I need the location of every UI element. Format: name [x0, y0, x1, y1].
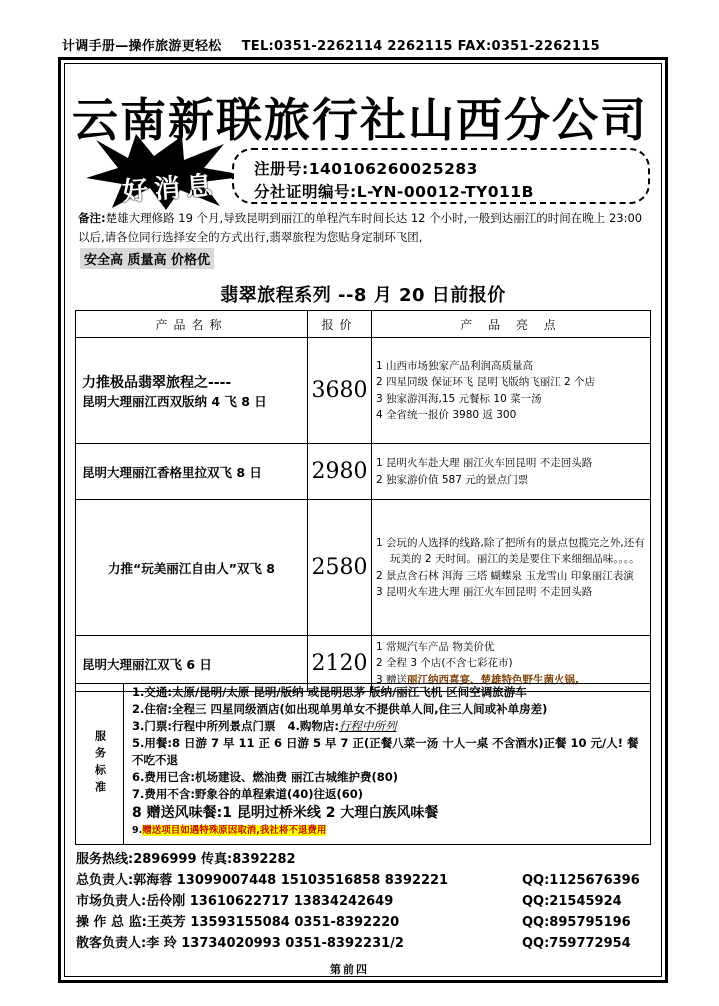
registration-number: 注册号:140106260025283: [254, 160, 478, 178]
table-header-row: [76, 311, 651, 338]
slogan-badge: 安全高 质量高 价格优: [80, 248, 214, 269]
product-name: 力推“玩美丽江自由人”双飞 8: [76, 500, 308, 636]
price-table: [75, 310, 651, 692]
contact-row: 操 作 总 监:王英芳 13593155084 0351-8392220 QQ:895795196: [76, 915, 631, 930]
feature-line: 3 独家游洱海,15 元餐标 10 菜一汤: [376, 392, 542, 405]
product-name-line1: 力推极品翡翠旅程之----: [82, 374, 232, 391]
page-footer: 第前四: [330, 963, 369, 976]
service-item-tickets-shopping: 3.门票:行程中所列景点门票 4.购物店:行程中所列: [132, 719, 397, 733]
note-label: 备注:: [78, 211, 106, 225]
service-standard-box: [75, 683, 651, 845]
product-name: 昆明大理丽江双飞 6 日: [76, 636, 308, 692]
service-item-meals: 5.用餐:8 日游 7 早 11 正 6 日游 5 早 7 正(正餐八菜一汤 十人一桌 不含酒水)正餐 10 元/人! 餐不吃不退: [132, 736, 639, 767]
company-name: 云南新联旅行社山西分公司: [72, 93, 648, 147]
header-price: 报价: [308, 311, 372, 338]
contact-row: 散客负责人:李 玲 13734020993 0351-8392231/2 QQ:759772954: [76, 936, 631, 951]
service-item-included: 6.费用已含:机场建设、燃油费 丽江古城维护费(80): [132, 770, 398, 784]
product-price: 2980: [308, 444, 372, 500]
feature-line: 4 全省统一报价 3980 返 300: [376, 409, 517, 421]
header-slogan: 计调手册—操作旅游更轻松: [62, 39, 222, 54]
product-features: [372, 338, 651, 444]
header-product-name: 产品名称: [76, 311, 308, 338]
top-header: [62, 35, 656, 54]
product-price: 3680: [308, 338, 372, 444]
product-features: [372, 444, 651, 500]
service-standard-label: 服务标准: [76, 684, 124, 844]
branch-certificate-number: 分社证明编号:L-YN-00012-TY011B: [254, 183, 534, 201]
good-news-text: 好消息: [121, 170, 220, 208]
feature-line: 1 会玩的人选择的线路,除了把所有的景点包揽完之外,还有玩美的 2 天时间。丽江的美是要住下来细细品味。。。。: [376, 536, 645, 565]
product-name: [76, 338, 308, 444]
service-item-transport: 1.交通:太原/昆明/太原 昆明/版纳 或昆明思茅 版纳/丽江飞机 区间空调旅游车: [132, 685, 527, 699]
feature-line: 1 常规汽车产品 物美价优: [376, 640, 495, 653]
contact-row: 市场负责人:岳伶刚 13610622717 13834242649 QQ:21545924: [76, 894, 622, 909]
feature-line: 3 昆明火车进大理 丽江火车回昆明 不走回头路: [376, 586, 593, 598]
product-name: 昆明大理丽江香格里拉双飞 8 日: [76, 444, 308, 500]
table-row: [76, 444, 651, 500]
service-item-lodging: 2.住宿:全程三 四星同级酒店(如出现单男单女不提供单人间,住三人间或补单房差): [132, 702, 548, 716]
product-price: 2120: [308, 636, 372, 692]
note-text: 楚雄大理修路 19 个月,导致昆明到丽江的单程汽车时间长达 12 个小时,一般到达丽江的时间在晚上 23:00 以后,请各位同行选择安全的方式出行,翡翠旅程为您贴身定制环飞团,: [78, 211, 643, 244]
feature-line: 1 昆明火车赴大理 丽江火车回昆明 不走回头路: [376, 457, 593, 469]
service-item-excluded: 7.费用不含:野象谷的单程索道(40)往返(60): [132, 787, 363, 801]
contacts: [76, 849, 656, 954]
product-name-line2: 昆明大理丽江西双版纳 4 飞 8 日: [82, 393, 267, 409]
contact-row: 服务热线:2896999 传真:8392282: [76, 852, 296, 867]
feature-prefix: 3 赠送: [376, 673, 408, 686]
product-features: [372, 500, 651, 636]
feature-line: 1 山西市场独家产品利润高质量高: [376, 359, 534, 372]
note: [78, 209, 653, 247]
feature-highlight: 丽江纳西喜宴、楚雄特色野生菌火锅,: [407, 673, 580, 686]
service-item-disclaimer: 9.赠送项目如遇特殊原因取消,我社将不退费用: [132, 825, 327, 836]
service-items: [132, 684, 646, 838]
table-row: [76, 338, 651, 444]
product-price: 2580: [308, 500, 372, 636]
service-item-gift-meals: 8 赠送风味餐:1 昆明过桥米线 2 大理白族风味餐: [132, 805, 439, 821]
feature-line: 2 独家游价值 587 元的景点门票: [376, 473, 529, 486]
contact-row: 总负责人:郭海蓉 13099007448 15103516858 8392221 QQ:1125676396: [76, 873, 640, 888]
header-highlights: 产 品 亮 点: [372, 311, 651, 338]
header-contact: TEL:0351-2262114 2262115 FAX:0351-2262115: [241, 39, 600, 54]
feature-line: 2 四星同级 保证环飞 昆明飞版纳飞丽江 2 个店: [376, 376, 596, 388]
table-row: [76, 500, 651, 636]
feature-line: 2 景点含石林 洱海 三塔 蝴蝶泉 玉龙雪山 印象丽江表演: [376, 569, 634, 582]
series-title: 翡翠旅程系列 --8 月 20 日前报价: [220, 285, 506, 306]
feature-line: 2 全程 3 个店(不含七彩花市): [376, 657, 513, 670]
